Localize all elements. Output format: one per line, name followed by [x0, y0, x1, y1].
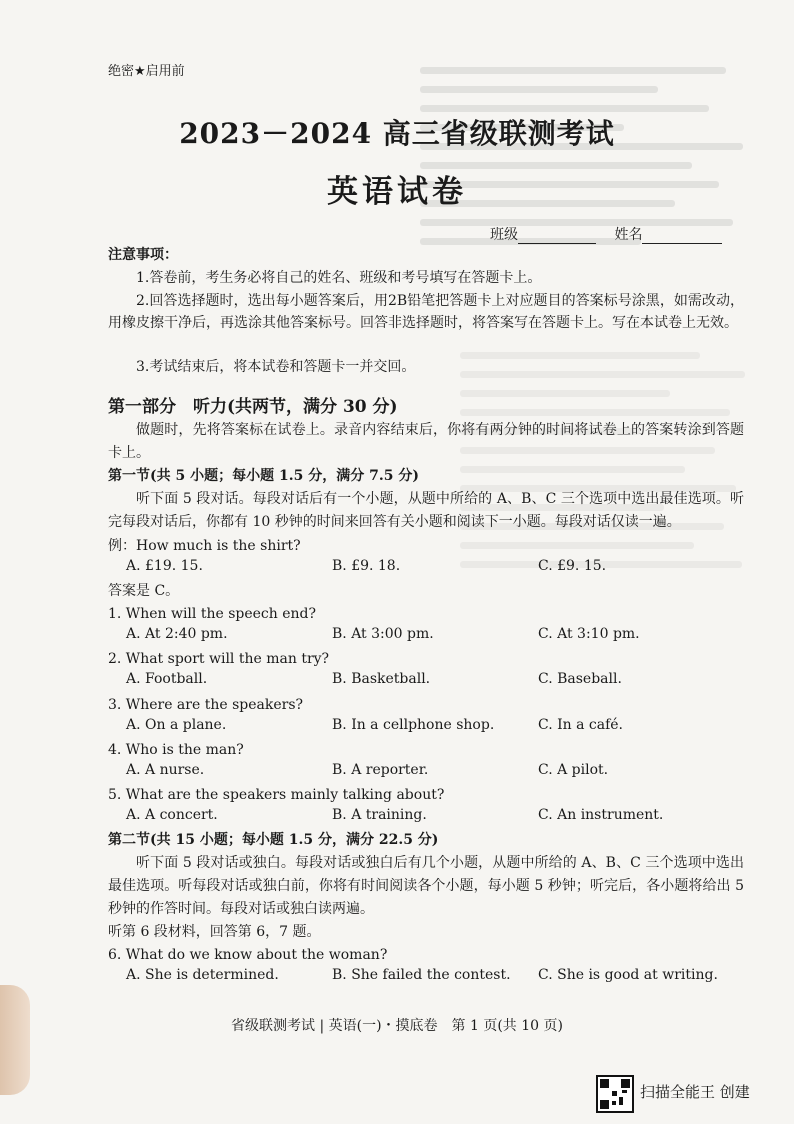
example-answer: 答案是 C。 [108, 583, 180, 599]
section2-heading: 第二节(共 15 小题；每小题 1.5 分，满分 22.5 分) [108, 832, 439, 848]
q1-option-a: A. At 2:40 pm. [126, 626, 228, 642]
class-name-line [490, 224, 722, 244]
q2-option-a: A. Football. [126, 671, 208, 687]
q4-option-a: A. A nurse. [126, 762, 205, 778]
notice-item-2: 2.回答选择题时，选出每小题答案后，用2B铅笔把答题卡上对应题目的答案标号涂黑，如需改动，用橡皮擦干净后，再选涂其他答案标号。回答非选择题时，将答案写在答题卡上。写在本试卷上无效。 [108, 293, 744, 331]
q5-option-c: C. An instrument. [538, 807, 664, 823]
question-4: 4. Who is the man? [108, 742, 244, 758]
q6-option-c: C. She is good at writing. [538, 967, 718, 983]
question-6: 6. What do we know about the woman? [108, 947, 388, 963]
exam-subject-title: 英语试卷 [327, 174, 467, 210]
q5-option-b: B. A training. [332, 807, 427, 823]
page-footer: 省级联测考试 | 英语(一)・摸底卷 第 1 页(共 10 页) [231, 1018, 563, 1034]
example-option-a: A. £19. 15. [126, 558, 203, 574]
section1-intro: 听下面 5 段对话。每段对话后有一个小题，从题中所给的 A、B、C 三个选项中选出最佳选项。听完每段对话后，你都有 10 秒钟的时间来回答有关小题和阅读下一小题。每段对话仅读一遍。 [108, 491, 744, 530]
finger-shadow [0, 985, 30, 1095]
class-blank [518, 229, 596, 244]
name-label: 姓名 [614, 227, 643, 243]
q2-option-c: C. Baseball. [538, 671, 622, 687]
question-4-options [108, 762, 744, 784]
q2-option-b: B. Basketball. [332, 671, 431, 687]
question-6-options [108, 967, 744, 989]
q1-option-b: B. At 3:00 pm. [332, 626, 434, 642]
q3-option-c: C. In a café. [538, 717, 624, 733]
q6-option-a: A. She is determined. [126, 967, 279, 983]
question-5-options [108, 807, 744, 829]
scanner-watermark: 扫描全能王 创建 [640, 1083, 750, 1101]
example-question: 例：How much is the shirt? [108, 538, 301, 554]
notice-heading: 注意事项： [108, 247, 178, 263]
part1-heading: 第一部分 听力(共两节，满分 30 分) [108, 397, 398, 417]
q3-option-a: A. On a plane. [126, 717, 227, 733]
question-1-options [108, 626, 744, 648]
section2-intro: 听下面 5 段对话或独白。每段对话或独白后有几个小题，从题中所给的 A、B、C 三个选项中选出最佳选项。听每段对话或独白前，你将有时间阅读各个小题，每小题 5 秒钟；听完后，各小题将给出 5 秒钟的作答时间。每段对话或独白读两遍。 [108, 855, 744, 917]
example-options [108, 558, 744, 580]
q4-option-c: C. A pilot. [538, 762, 609, 778]
question-1: 1. When will the speech end? [108, 606, 317, 622]
example-option-b: B. £9. 18. [332, 558, 401, 574]
question-2-options [108, 671, 744, 693]
question-3: 3. Where are the speakers? [108, 697, 304, 713]
question-2: 2. What sport will the man try? [108, 651, 330, 667]
part1-intro: 做题时，先将答案标在试卷上。录音内容结束后，你将有两分钟的时间将试卷上的答案转涂到答题卡上。 [108, 422, 744, 461]
name-blank [642, 229, 722, 244]
class-label: 班级 [490, 227, 518, 243]
section1-heading: 第一节(共 5 小题；每小题 1.5 分，满分 7.5 分) [108, 468, 419, 484]
q3-option-b: B. In a cellphone shop. [332, 717, 495, 733]
notice-item-1: 1.答卷前，考生务必将自己的姓名、班级和考号填写在答题卡上。 [136, 270, 542, 286]
qr-code-icon [596, 1075, 634, 1113]
confidential-label: 绝密★启用前 [108, 64, 185, 79]
notice-item-3: 3.考试结束后，将本试卷和答题卡一并交回。 [136, 359, 416, 375]
q5-option-a: A. A concert. [126, 807, 218, 823]
q1-option-c: C. At 3:10 pm. [538, 626, 640, 642]
q4-option-b: B. A reporter. [332, 762, 429, 778]
example-option-c: C. £9. 15. [538, 558, 607, 574]
exam-title: 2023－2024 高三省级联测考试 [179, 117, 615, 150]
question-5: 5. What are the speakers mainly talking about? [108, 787, 445, 803]
material-6-instruction: 听第 6 段材料，回答第 6，7 题。 [108, 924, 321, 940]
question-3-options [108, 717, 744, 739]
q6-option-b: B. She failed the contest. [332, 967, 511, 983]
